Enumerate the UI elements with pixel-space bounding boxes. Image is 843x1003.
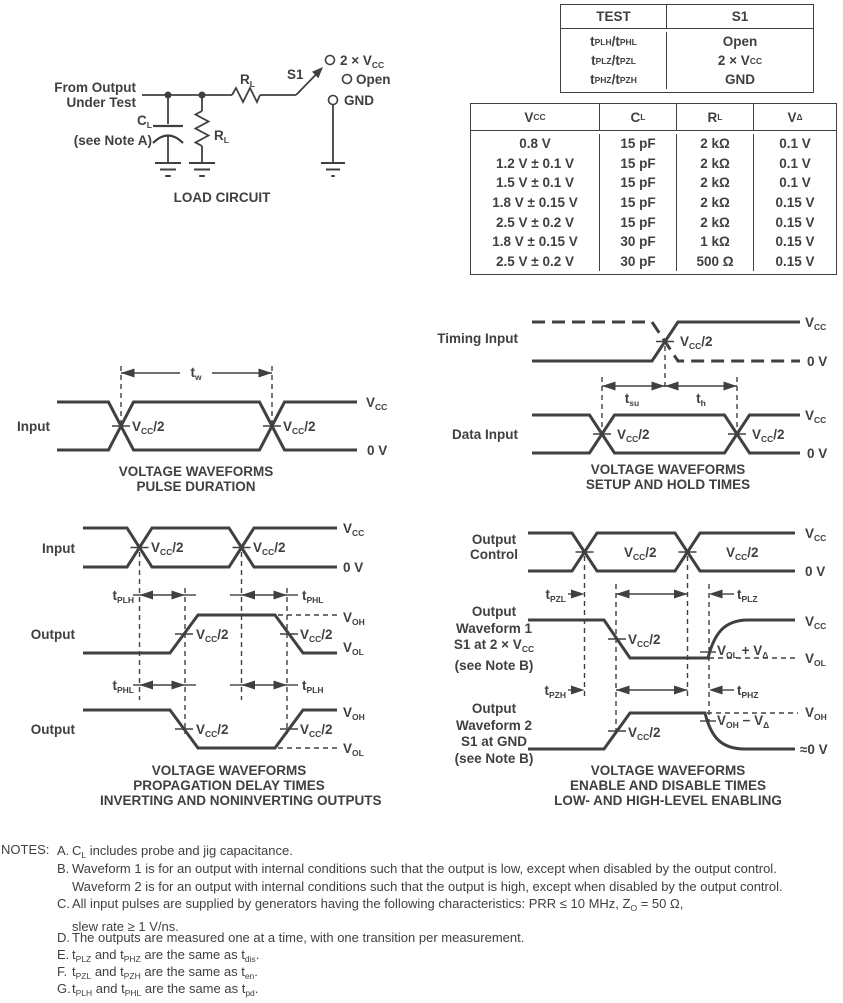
tsu-label: $t_{su}$ (624, 391, 640, 408)
vcc-level-label: $V_{CC}$ (805, 526, 827, 543)
load-circuit-caption: LOAD CIRCUIT (173, 190, 271, 205)
vcc-half-label: $V_{CC}/2$ (628, 725, 661, 742)
timing-input-label: Timing Input (437, 331, 518, 346)
data-input-label: Data Input (452, 427, 518, 442)
table-cell: 1 kΩ (676, 232, 753, 252)
table-cell: 0.15 V (753, 252, 836, 272)
table-cell: 500 Ω (676, 252, 753, 272)
note-letter: A. (57, 843, 70, 858)
approx-zero-level-label: ≈0 V (800, 742, 828, 757)
note-g: G. $t_{PLH}$ and $t_{PHL}$ are the same as $t_{pd}$. (57, 981, 259, 998)
rl-series-label: $R_L$ (240, 72, 255, 89)
vcc-level-label: $V_{CC}$ (805, 315, 827, 332)
table-cell: t PLZ /t PZL (591, 53, 636, 68)
output-control-label: Output Control (470, 532, 518, 562)
voh-minus-vdelta-label: $V_{OH} - V_\Delta$ (717, 713, 770, 730)
table-cell: t PHZ /t PZH (590, 72, 637, 87)
vcc-level-label: $V_{CC}$ (805, 408, 827, 425)
vcc-half-label: $V_{CC}/2$ (283, 419, 316, 436)
output-waveform1-label: Output Waveform 1 S1 at $2 \times V_{CC}$ (see Note B) (453, 604, 535, 673)
table-cell: 2 kΩ (676, 134, 753, 154)
pulse-caption: VOLTAGE WAVEFORMS PULSE DURATION (118, 464, 274, 494)
vcc-half-label: $V_{CC}/2$ (132, 419, 165, 436)
notes-title: NOTES: (1, 842, 50, 857)
prop-delay-guides (131, 548, 339, 749)
note-letter: G. (57, 981, 71, 996)
zero-level-label: 0 V (807, 354, 828, 369)
vcc-half-label: $V_{CC}/2$ (196, 722, 229, 739)
table-cell: 1.8 V ± 0.15 V (492, 195, 578, 211)
table-cell: 2 kΩ (676, 212, 753, 232)
s1-table-header: S1 (666, 5, 813, 29)
table-cell: 0.15 V (753, 193, 836, 213)
vol-level-label: $V_{OL}$ (343, 741, 364, 758)
voh-level-label: $V_{OH}$ (343, 610, 365, 627)
table-cell: 1.2 V ± 0.1 V (496, 155, 574, 171)
rl-column-header: R L (676, 104, 753, 131)
terminal-open-label: Open (356, 72, 391, 87)
note-letter: B. (57, 861, 70, 876)
zero-level-label: 0 V (807, 446, 828, 461)
tplz-label: $t_{PLZ}$ (737, 587, 758, 604)
vcc-half-label: $V_{CC}/2$ (300, 722, 333, 739)
note-e: E. $t_{PLZ}$ and $t_{PHZ}$ are the same as $t_{dis}$. (57, 947, 260, 964)
note-f: F. $t_{PZL}$ and $t_{PZH}$ are the same as $t_{en}$. (57, 964, 258, 981)
vcc-half-label: $V_{CC}/2$ (628, 632, 661, 649)
vcc-half-label: $V_{CC}/2$ (624, 545, 657, 562)
table-cell: 15 pF (599, 193, 676, 213)
test-s1-table (560, 4, 814, 93)
vcc-half-label: $V_{CC}/2$ (253, 540, 286, 557)
vcc-half-label: $V_{CC}/2$ (151, 540, 184, 557)
table-cell: 30 pF (599, 252, 676, 272)
prop-output2-label: Output (30, 722, 75, 737)
note-letter: C. (57, 896, 70, 911)
th-label: $t_h$ (696, 391, 706, 408)
vcc-half-label: $V_{CC}/2$ (617, 427, 650, 444)
cl-column-header: C L (599, 104, 676, 131)
table-cell: 15 pF (599, 134, 676, 154)
pulse-input-label: Input (17, 419, 50, 434)
vcc-column-header: V CC (471, 104, 599, 131)
prop-output1-label: Output (30, 627, 75, 642)
vcc-half-label: $V_{CC}/2$ (196, 627, 229, 644)
enable-disable-caption: VOLTAGE WAVEFORMS ENABLE AND DISABLE TIMES LOW- AND HIGH-LEVEL ENABLING (554, 763, 782, 808)
table-cell: 1.5 V ± 0.1 V (496, 175, 574, 191)
table-cell: 1.8 V ± 0.15 V (492, 234, 578, 250)
table-cell: 2 × V CC (666, 51, 813, 70)
vcc-half-label: $V_{CC}/2$ (300, 627, 333, 644)
table-cell: 2 kΩ (676, 173, 753, 193)
table-cell: 15 pF (599, 154, 676, 174)
table-cell: 15 pF (599, 173, 676, 193)
vol-level-label: $V_{OL}$ (805, 651, 826, 668)
table-cell: GND (666, 70, 813, 89)
voh-level-label: $V_{OH}$ (805, 705, 827, 722)
table-cell: Open (666, 32, 813, 51)
tphl-label: $t_{PHL}$ (112, 678, 134, 695)
s1-label: S1 (287, 67, 304, 82)
note-d: D. The outputs are measured one at a time, with one transition per measurement. (57, 930, 525, 945)
note-letter: F. (57, 964, 68, 979)
note-letter: E. (57, 947, 70, 962)
table-cell: 0.15 V (753, 232, 836, 252)
tw-label: $t_w$ (190, 365, 202, 382)
table-cell: 0.8 V (519, 136, 551, 152)
vdelta-column-header: V Δ (753, 104, 836, 131)
vol-plus-vdelta-label: $V_{OL} + V_\Delta$ (717, 643, 769, 660)
setup-hold-caption: VOLTAGE WAVEFORMS SETUP AND HOLD TIMES (585, 462, 751, 492)
vcc-level-label: $V_{CC}$ (343, 521, 365, 538)
table-cell: 30 pF (599, 232, 676, 252)
from-output-label: From Output Under Test (54, 80, 136, 110)
table-cell: 0.1 V (753, 134, 836, 154)
table-cell: 15 pF (599, 212, 676, 232)
tphz-label: $t_{PHZ}$ (737, 683, 759, 700)
table-cell: 0.1 V (753, 173, 836, 193)
tpzh-label: $t_{PZH}$ (544, 683, 566, 700)
zero-level-label: 0 V (367, 443, 388, 458)
rl-shunt-label: $R_L$ (214, 128, 229, 145)
vcc-half-label: $V_{CC}/2$ (726, 545, 759, 562)
test-table-header: TEST (561, 5, 666, 29)
cl-label: $C_L$ (see Note A) (73, 113, 152, 148)
tpzl-label: $t_{PZL}$ (545, 587, 566, 604)
vol-level-label: $V_{OL}$ (343, 640, 364, 657)
table-cell: 2.5 V ± 0.2 V (496, 253, 574, 269)
vcc-half-label: $V_{CC}/2$ (752, 427, 785, 444)
prop-delay-caption: VOLTAGE WAVEFORMS PROPAGATION DELAY TIMES INVERTING AND NONINVERTING OUTPUTS (100, 763, 382, 808)
vcc-level-label: $V_{CC}$ (805, 614, 827, 631)
tplh-label: $t_{PLH}$ (302, 678, 324, 695)
vcc-level-label: $V_{CC}$ (366, 395, 388, 412)
table-cell: 0.15 V (753, 212, 836, 232)
table-cell: 0.1 V (753, 154, 836, 174)
note-b: B. Waveform 1 is for an output with internal conditions such that the output is low, except when disabled by the output control. Waveform 2 is for an output with internal conditions such that the output is high, except when disabled by the output control. (57, 861, 783, 894)
voh-level-label: $V_{OH}$ (343, 705, 365, 722)
output-waveform2-label: Output Waveform 2 S1 at GND (see Note B) (454, 701, 534, 766)
table-cell: 2.5 V ± 0.2 V (496, 214, 574, 230)
note-c: C. All input pulses are supplied by generators having the following characteristics: PRR ≤ 10 MHz, $Z_O = 50$ Ω, slew rate ≥ 1 V/ns. (57, 896, 684, 934)
terminal-gnd-label: GND (344, 93, 374, 108)
terminal-2vcc-label: $2 \times V_{CC}$ (340, 53, 385, 70)
zero-level-label: 0 V (805, 564, 826, 579)
table-cell: t PLH /t PHL (590, 34, 637, 49)
tplh-label: $t_{PLH}$ (112, 588, 134, 605)
zero-level-label: 0 V (343, 560, 364, 575)
table-cell: 2 kΩ (676, 193, 753, 213)
prop-input-label: Input (42, 541, 75, 556)
note-letter: D. (57, 930, 70, 945)
note-a: A. $C_L$ includes probe and jig capacitance. (57, 843, 293, 860)
conditions-table (470, 103, 837, 275)
vcc-half-label: $V_{CC}/2$ (680, 334, 713, 351)
tphl-label: $t_{PHL}$ (302, 588, 324, 605)
setup-hold-guides (593, 342, 746, 435)
table-cell: 2 kΩ (676, 154, 753, 174)
